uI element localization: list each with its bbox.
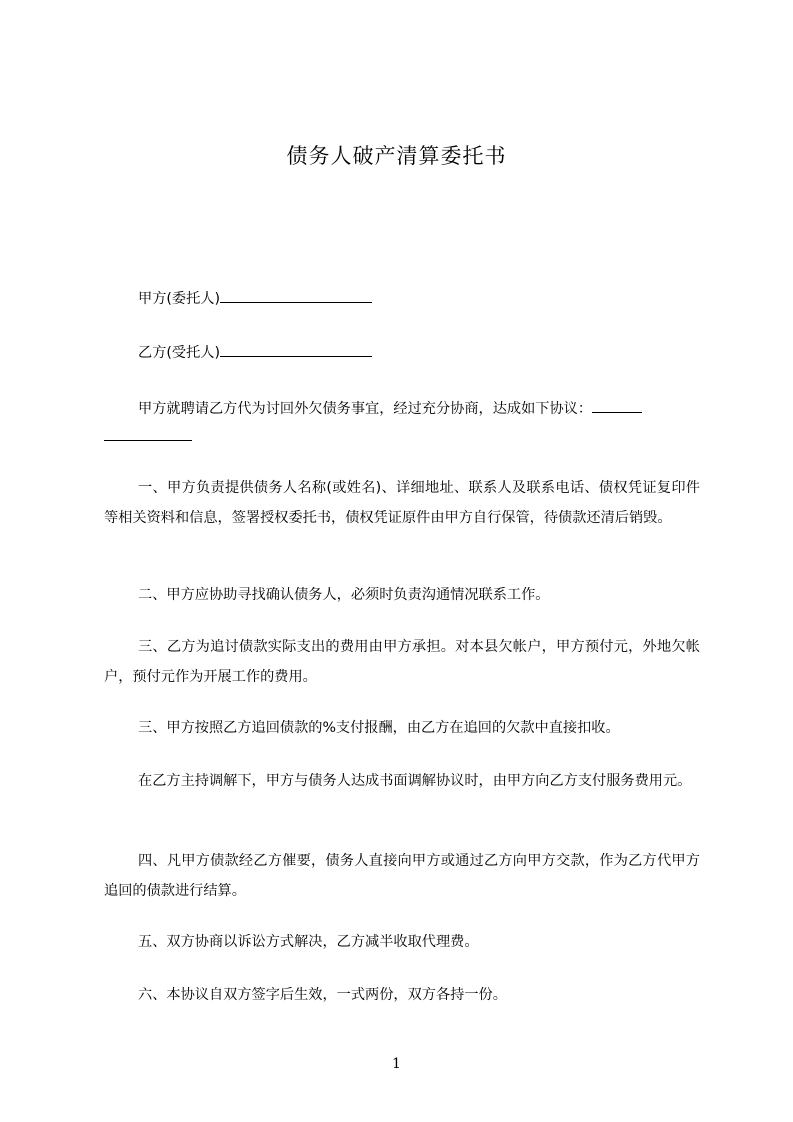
- intro-text: 甲方就聘请乙方代为讨回外欠债务事宜，经过充分协商，达成如下协议：: [138, 401, 593, 417]
- clause-4: 三、甲方按照乙方追回债款的%支付报酬，由乙方在追回的欠款中直接扣收。: [138, 720, 620, 736]
- party-a-blank: [220, 288, 372, 303]
- intro-blank-2: [104, 426, 192, 441]
- party-b-line: [138, 338, 372, 368]
- clause-5: 在乙方主持调解下，甲方与债务人达成书面调解协议时，由甲方向乙方支付服务费用元。: [138, 773, 692, 789]
- clause-3: 三、乙方为追讨债款实际支出的费用由甲方承担。对本县欠帐户，甲方预付元，外地欠帐户，预付元作为开展工作的费用。: [104, 639, 700, 685]
- clause-8: 六、本协议自双方签字后生效，一式两份，双方各持一份。: [138, 987, 507, 1003]
- clause-6: 四、凡甲方债款经乙方催要，债务人直接向甲方或通过乙方向甲方交款，作为乙方代甲方追回的债款进行结算。: [104, 853, 700, 899]
- intro-line-2: [104, 422, 192, 452]
- party-a-label: 甲方(委托人): [138, 291, 221, 307]
- party-b-label: 乙方(受托人): [138, 345, 221, 361]
- clause-2: 二、甲方应协助寻找确认债务人，必须时负责沟通情况联系工作。: [138, 587, 550, 603]
- page-number: 1: [392, 1056, 401, 1072]
- party-a-line: [138, 284, 372, 314]
- clause-7: 五、双方协商以诉讼方式解决，乙方减半收取代理费。: [138, 934, 479, 950]
- party-b-blank: [220, 342, 372, 357]
- clause-1: 一、甲方负责提供债务人名称(或姓名)、详细地址、联系人及联系电话、债权凭证复印件等相关资料和信息，签署授权委托书，债权凭证原件由甲方自行保管，待债款还清后销毁。: [104, 480, 700, 526]
- intro-blank-1: [592, 398, 642, 413]
- document-title: 债务人破产清算委托书: [286, 144, 507, 168]
- intro-line: [138, 394, 642, 424]
